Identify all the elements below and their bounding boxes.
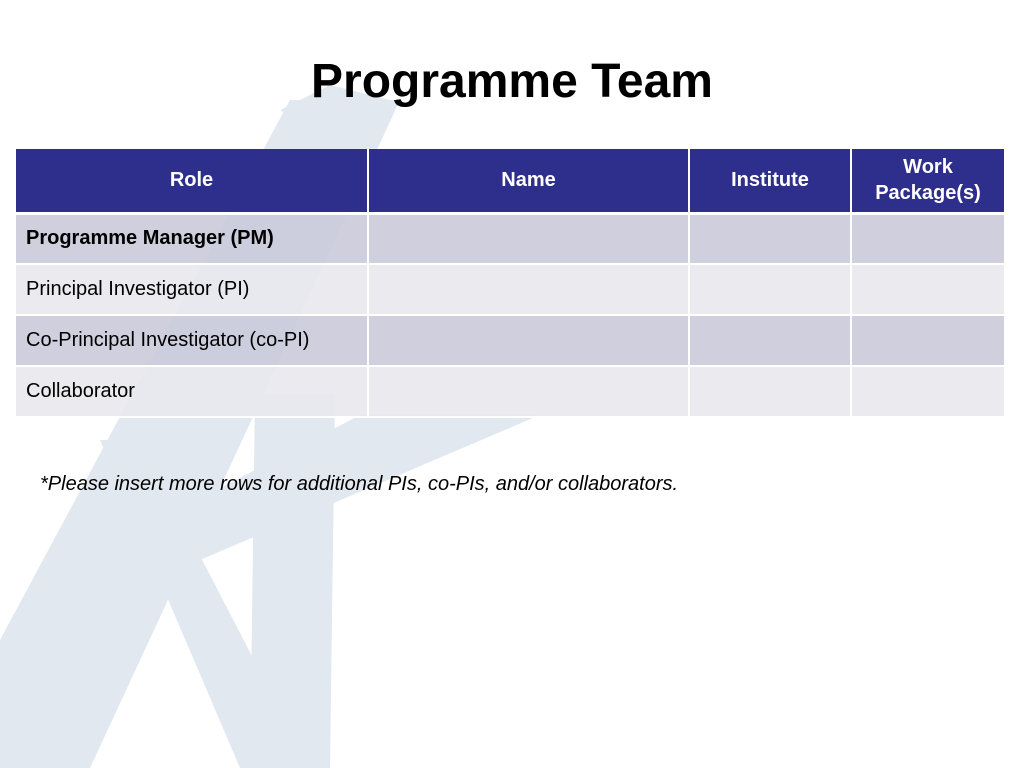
- footnote: *Please insert more rows for additional PIs, co-PIs, and/or collaborators.: [40, 473, 679, 495]
- institute-cell[interactable]: [689, 366, 851, 417]
- work-packages-cell[interactable]: [851, 213, 1004, 264]
- role-cell: Co-Principal Investigator (co-PI): [16, 315, 368, 366]
- role-cell: Programme Manager (PM): [16, 213, 368, 264]
- column-header-work-packages: Work Package(s): [851, 149, 1004, 213]
- institute-cell[interactable]: [689, 315, 851, 366]
- institute-cell[interactable]: [689, 213, 851, 264]
- programme-team-table: [16, 149, 1004, 418]
- table-row-co-principal-investigator: [16, 315, 1004, 366]
- column-header-institute: Institute: [689, 149, 851, 213]
- role-cell: Principal Investigator (PI): [16, 264, 368, 315]
- column-header-name: Name: [368, 149, 689, 213]
- name-cell[interactable]: [368, 315, 689, 366]
- work-packages-cell[interactable]: [851, 315, 1004, 366]
- name-cell[interactable]: [368, 213, 689, 264]
- work-packages-cell[interactable]: [851, 366, 1004, 417]
- name-cell[interactable]: [368, 264, 689, 315]
- column-header-role: Role: [16, 149, 368, 213]
- institute-cell[interactable]: [689, 264, 851, 315]
- work-packages-cell[interactable]: [851, 264, 1004, 315]
- name-cell[interactable]: [368, 366, 689, 417]
- table-row-collaborator: [16, 366, 1004, 417]
- role-cell: Collaborator: [16, 366, 368, 417]
- slide-title: Programme Team: [311, 55, 713, 108]
- table-row-programme-manager: [16, 213, 1004, 264]
- table-row-principal-investigator: [16, 264, 1004, 315]
- table-header-row: [16, 149, 1004, 213]
